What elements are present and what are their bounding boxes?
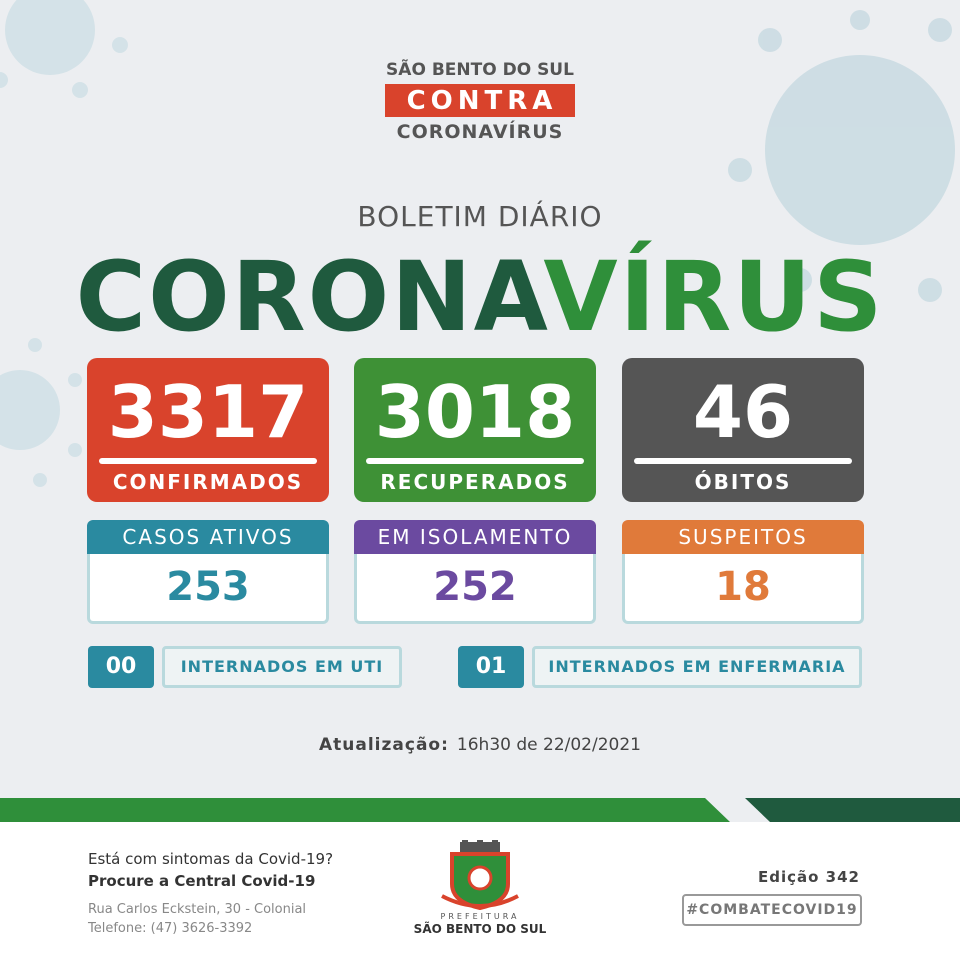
footer <box>0 822 960 960</box>
isolation-card <box>354 520 596 624</box>
recovered-card <box>354 358 596 502</box>
divider <box>366 458 584 464</box>
recovered-value: 3018 <box>374 370 576 454</box>
active-cases-card <box>87 520 329 624</box>
icu-value: 00 <box>88 646 154 688</box>
active-cases-label: CASOS ATIVOS <box>87 520 329 554</box>
active-cases-value: 253 <box>87 554 329 624</box>
confirmed-card <box>87 358 329 502</box>
ward-label: INTERNADOS EM ENFERMARIA <box>532 646 862 688</box>
deaths-label: ÓBITOS <box>694 470 792 494</box>
footer-call: Procure a Central Covid-19 <box>88 872 316 890</box>
divider <box>99 458 317 464</box>
deaths-card <box>622 358 864 502</box>
campaign-logo <box>0 60 960 143</box>
suspects-label: SUSPEITOS <box>622 520 864 554</box>
title-part-virus: VÍRUS <box>543 241 885 353</box>
deaths-value: 46 <box>692 370 794 454</box>
icu-label: INTERNADOS EM UTI <box>162 646 402 688</box>
footer-city: SÃO BENTO DO SUL <box>413 922 547 936</box>
recovered-label: RECUPERADOS <box>380 470 570 494</box>
logo-coronavirus: CORONAVÍRUS <box>396 121 564 143</box>
main-title <box>0 242 960 352</box>
virus-decoration-left <box>0 330 90 490</box>
confirmed-value: 3317 <box>107 370 309 454</box>
edition-number: Edição 342 <box>758 868 860 886</box>
isolation-label: EM ISOLAMENTO <box>354 520 596 554</box>
isolation-value: 252 <box>354 554 596 624</box>
update-info <box>0 735 960 755</box>
update-value: 16h30 de 22/02/2021 <box>456 735 641 755</box>
divider <box>634 458 852 464</box>
logo-contra: CONTRA <box>385 84 576 117</box>
hashtag-badge: #COMBATECOVID19 <box>682 894 862 926</box>
city-crest-icon <box>438 840 522 912</box>
green-stripe <box>0 798 730 822</box>
ward-value: 01 <box>458 646 524 688</box>
footer-address: Rua Carlos Eckstein, 30 - Colonial <box>88 902 307 917</box>
footer-phone: Telefone: (47) 3626-3392 <box>88 921 253 936</box>
confirmed-label: CONFIRMADOS <box>112 470 304 494</box>
bulletin-label: BOLETIM DIÁRIO <box>357 200 603 233</box>
title-part-corona: CORONA <box>75 241 544 353</box>
suspects-card <box>622 520 864 624</box>
suspects-value: 18 <box>622 554 864 624</box>
footer-question: Está com sintomas da Covid-19? <box>88 850 334 868</box>
logo-city: SÃO BENTO DO SUL <box>386 60 574 80</box>
update-label: Atualização: <box>319 735 449 755</box>
footer-prefeitura: PREFEITURA <box>440 912 520 921</box>
dark-green-stripe <box>745 798 960 822</box>
